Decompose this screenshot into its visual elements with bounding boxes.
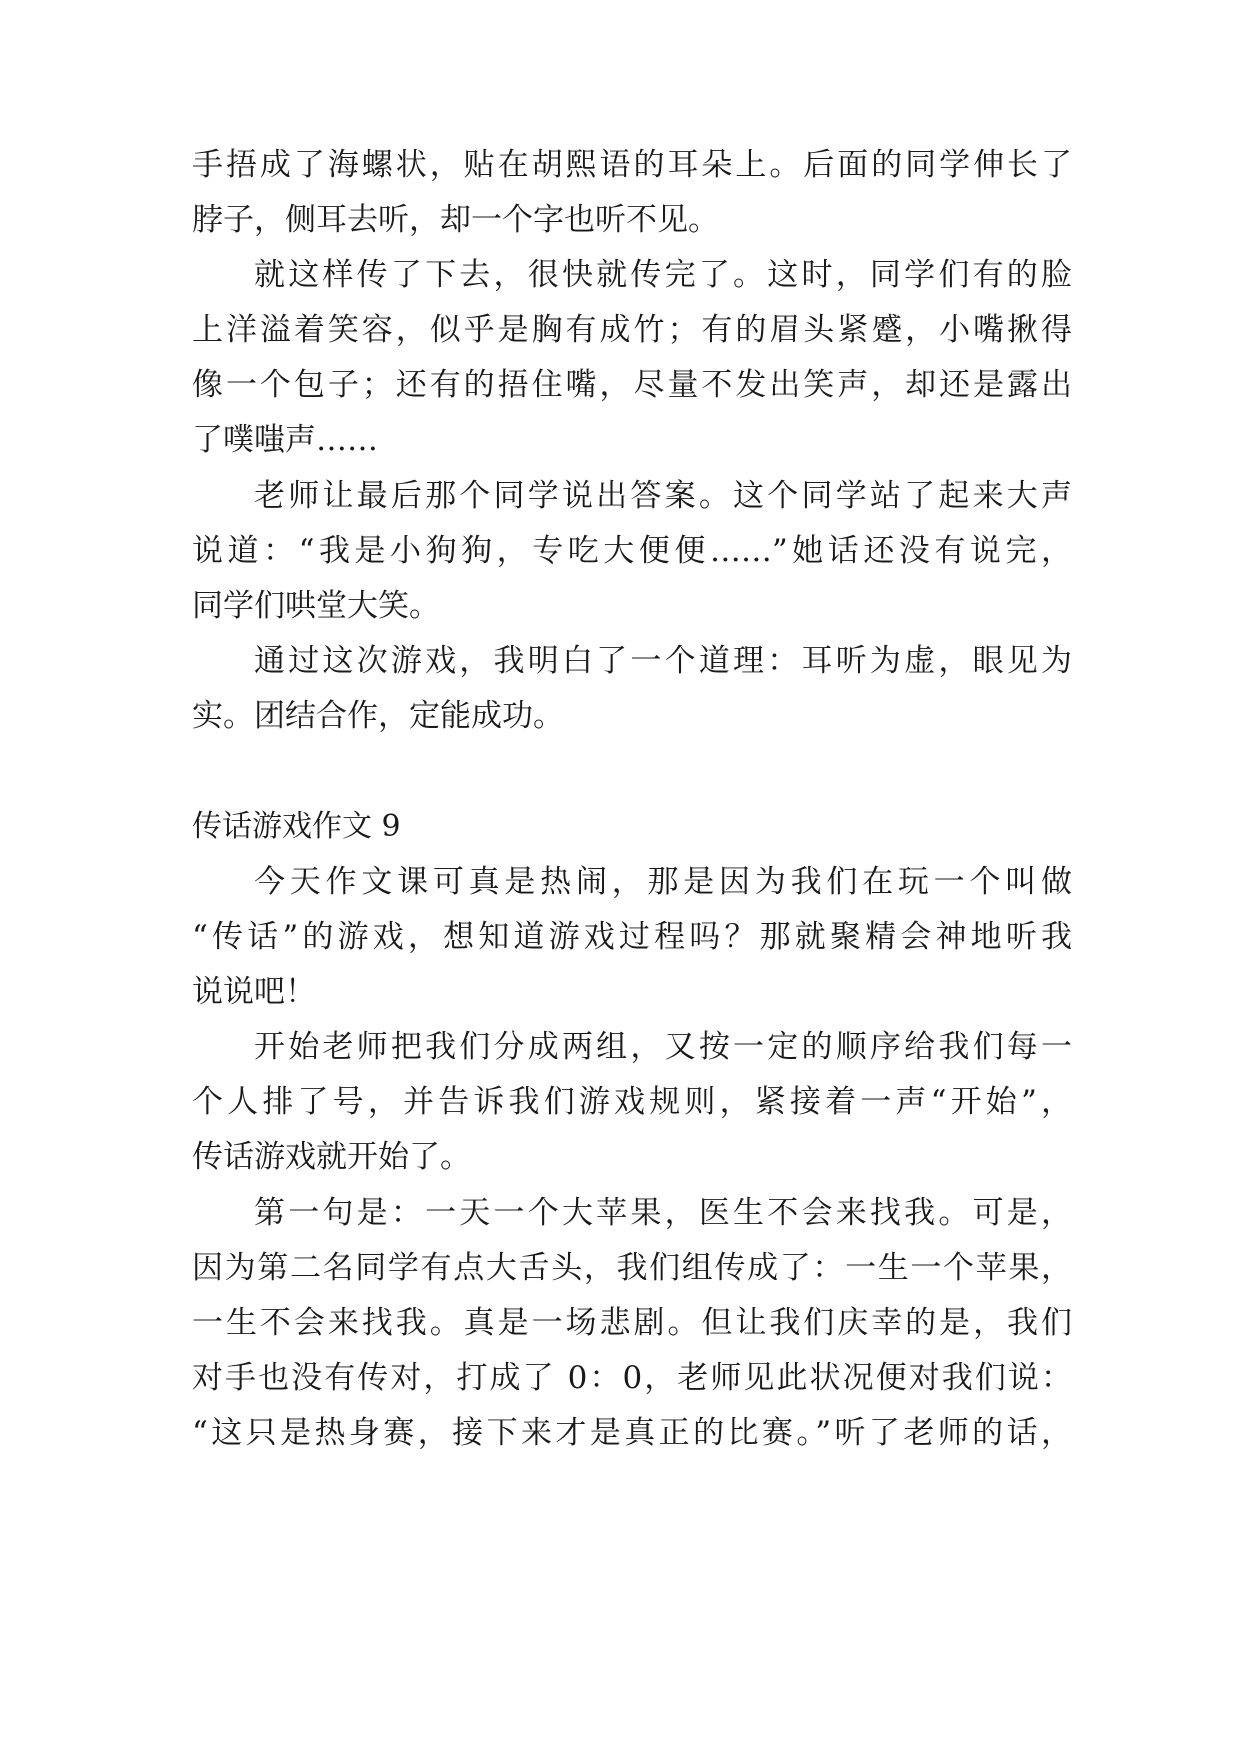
text-line: 第一句是：一天一个大苹果，医生不会来找我。可是， [254, 1195, 1072, 1231]
text-line: 一生不会来找我。真是一场悲剧。但让我们庆幸的是，我们 [192, 1305, 1072, 1341]
text-line: 因为第二名同学有点大舌头，我们组传成了：一生一个苹果， [192, 1250, 1072, 1286]
text-line: 开始老师把我们分成两组，又按一定的顺序给我们每一 [254, 1029, 1072, 1065]
text-line: 今天作文课可真是热闹，那是因为我们在玩一个叫做 [254, 864, 1072, 900]
text-line: 同学们哄堂大笑。 [192, 588, 440, 624]
text-line: 像一个包子；还有的捂住嘴，尽量不发出笑声，却还是露出 [192, 367, 1072, 403]
text-line: 脖子，侧耳去听，却一个字也听不见。 [192, 202, 719, 238]
text-line: 个人排了号，并告诉我们游戏规则，紧接着一声“开始”， [192, 1084, 1072, 1120]
text-line: “这只是热身赛，接下来才是真正的比赛。”听了老师的话， [192, 1415, 1072, 1451]
text-line: “传话”的游戏，想知道游戏过程吗？那就聚精会神地听我 [192, 919, 1072, 955]
text-line: 通过这次游戏，我明白了一个道理：耳听为虚，眼见为 [254, 643, 1072, 679]
section-heading: 传话游戏作文 9 [192, 809, 401, 844]
text-line: 了噗嗤声…… [192, 422, 378, 458]
text-line: 手捂成了海螺状，贴在胡熙语的耳朵上。后面的同学伸长了 [192, 147, 1072, 183]
text-line: 说道：“我是小狗狗，专吃大便便……”她话还没有说完， [192, 533, 1072, 569]
text-line: 老师让最后那个同学说出答案。这个同学站了起来大声 [254, 478, 1072, 514]
text-line: 对手也没有传对，打成了 0：0，老师见此状况便对我们说： [192, 1360, 1072, 1396]
text-line: 实。团结合作，定能成功。 [192, 698, 564, 734]
text-line: 传话游戏就开始了。 [192, 1139, 471, 1175]
text-line: 就这样传了下去，很快就传完了。这时，同学们有的脸 [254, 257, 1072, 293]
text-line: 说说吧！ [192, 974, 316, 1010]
text-line: 上洋溢着笑容，似乎是胸有成竹；有的眉头紧蹙，小嘴揪得 [192, 312, 1072, 348]
